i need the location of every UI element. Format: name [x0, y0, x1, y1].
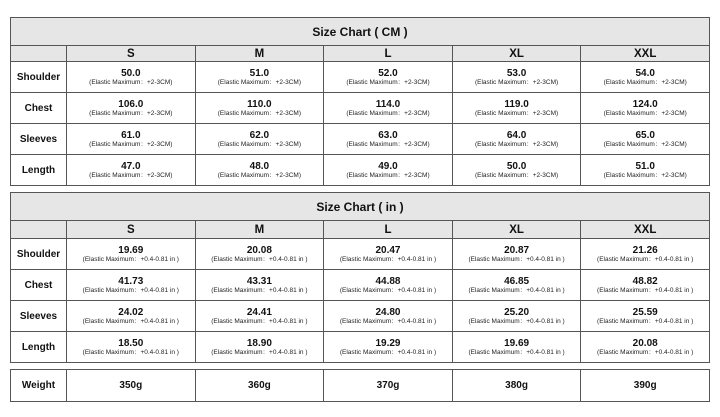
elastic-note: (Elastic Maximum：+2-3CM): [474, 140, 559, 148]
weight-value: 370g: [324, 370, 453, 402]
elastic-note: (Elastic Maximum：+2-3CM): [603, 109, 687, 117]
elastic-note: (Elastic Maximum：+0.4-0.81 in ): [468, 348, 565, 356]
measurement-value: 48.82: [632, 275, 658, 287]
measurement-cell: [581, 301, 710, 332]
elastic-note: (Elastic Maximum：+2-3CM): [346, 171, 430, 179]
elastic-note: (Elastic Maximum：+0.4-0.81 in ): [339, 317, 437, 325]
measurement-value: 24.41: [246, 306, 272, 318]
measurement-value: 106.0: [118, 98, 144, 110]
elastic-note: (Elastic Maximum：+0.4-0.81 in ): [211, 317, 308, 325]
elastic-note: (Elastic Maximum：+0.4-0.81 in ): [211, 255, 308, 263]
elastic-note: (Elastic Maximum：+2-3CM): [217, 78, 302, 86]
measurement-cell: [67, 124, 196, 155]
measurement-cell: [67, 270, 196, 301]
measurement-cell: [195, 332, 324, 363]
elastic-note: (Elastic Maximum：+2-3CM): [474, 78, 559, 86]
elastic-note: (Elastic Maximum：+0.4-0.81 in ): [82, 317, 179, 325]
measurement-value: 50.0: [506, 160, 527, 172]
size-header-l: L: [324, 221, 453, 239]
weight-table: [10, 369, 710, 402]
measurement-cell: [324, 239, 453, 270]
measurement-value: 53.0: [506, 67, 527, 79]
size-header-row: [11, 221, 710, 239]
measurement-cell: [195, 270, 324, 301]
measurement-cell: [67, 155, 196, 186]
measurement-value: 41.73: [118, 275, 144, 287]
measurement-row: [11, 239, 710, 270]
elastic-note: (Elastic Maximum：+2-3CM): [346, 78, 430, 86]
measurement-value: 54.0: [635, 67, 655, 79]
elastic-note: (Elastic Maximum：+0.4-0.81 in ): [339, 255, 437, 263]
measurement-cell: [581, 270, 710, 301]
weight-value: 380g: [452, 370, 581, 402]
measurement-cell: [195, 301, 324, 332]
row-label: Sleeves: [11, 301, 67, 332]
measurement-value: 47.0: [121, 160, 141, 172]
measurement-value: 25.59: [632, 306, 658, 318]
measurement-row: [11, 155, 710, 186]
size-header-s: S: [67, 46, 196, 62]
size-chart-in-title: Size Chart ( in ): [11, 193, 710, 221]
size-header-l: L: [324, 46, 453, 62]
elastic-note: (Elastic Maximum：+0.4-0.81 in ): [468, 286, 565, 294]
measurement-value: 49.0: [378, 160, 398, 172]
measurement-cell: [581, 332, 710, 363]
row-label: Sleeves: [11, 124, 67, 155]
row-label: Length: [11, 332, 67, 363]
size-header-s: S: [67, 221, 196, 239]
measurement-value: 62.0: [249, 129, 270, 141]
measurement-cell: [452, 301, 581, 332]
measurement-value: 19.29: [375, 337, 401, 349]
measurement-value: 18.90: [246, 337, 272, 349]
measurement-value: 20.87: [504, 244, 530, 256]
measurement-value: 24.80: [375, 306, 401, 318]
elastic-note: (Elastic Maximum：+2-3CM): [474, 109, 559, 117]
measurement-value: 124.0: [632, 98, 658, 110]
measurement-value: 114.0: [375, 98, 401, 110]
measurement-cell: [67, 332, 196, 363]
elastic-note: (Elastic Maximum：+0.4-0.81 in ): [82, 348, 179, 356]
elastic-note: (Elastic Maximum：+0.4-0.81 in ): [597, 286, 694, 294]
measurement-row: [11, 332, 710, 363]
measurement-value: 64.0: [506, 129, 527, 141]
corner-cell: [11, 221, 67, 239]
measurement-row: [11, 124, 710, 155]
measurement-cell: [581, 155, 710, 186]
measurement-cell: [195, 155, 324, 186]
size-header-row: [11, 46, 710, 62]
size-chart-cm-title: Size Chart ( CM ): [11, 18, 710, 46]
measurement-value: 50.0: [121, 67, 141, 79]
elastic-note: (Elastic Maximum：+0.4-0.81 in ): [468, 317, 565, 325]
elastic-note: (Elastic Maximum：+2-3CM): [346, 140, 430, 148]
measurement-row: [11, 301, 710, 332]
elastic-note: (Elastic Maximum：+0.4-0.81 in ): [339, 286, 437, 294]
measurement-cell: [581, 124, 710, 155]
measurement-cell: [324, 155, 453, 186]
measurement-cell: [452, 155, 581, 186]
weight-value: 390g: [581, 370, 710, 402]
measurement-row: [11, 62, 710, 93]
measurement-cell: [581, 239, 710, 270]
corner-cell: [11, 46, 67, 62]
measurement-value: 25.20: [504, 306, 530, 318]
elastic-note: (Elastic Maximum：+2-3CM): [89, 140, 173, 148]
elastic-note: (Elastic Maximum：+2-3CM): [603, 171, 687, 179]
size-header-m: M: [195, 221, 324, 239]
size-header-m: M: [195, 46, 324, 62]
measurement-cell: [452, 270, 581, 301]
measurement-value: 43.31: [246, 275, 272, 287]
elastic-note: (Elastic Maximum：+2-3CM): [217, 171, 302, 179]
measurement-cell: [324, 93, 453, 124]
row-label: Chest: [11, 270, 67, 301]
elastic-note: (Elastic Maximum：+2-3CM): [217, 140, 302, 148]
elastic-note: (Elastic Maximum：+2-3CM): [89, 171, 173, 179]
elastic-note: (Elastic Maximum：+2-3CM): [603, 78, 687, 86]
measurement-cell: [452, 62, 581, 93]
measurement-cell: [452, 93, 581, 124]
elastic-note: (Elastic Maximum：+2-3CM): [474, 171, 559, 179]
weight-value: 360g: [195, 370, 324, 402]
measurement-cell: [452, 332, 581, 363]
measurement-value: 20.08: [632, 337, 658, 349]
measurement-cell: [324, 332, 453, 363]
weight-row: [11, 370, 710, 402]
measurement-cell: [67, 93, 196, 124]
measurement-value: 19.69: [118, 244, 144, 256]
measurement-value: 61.0: [121, 129, 141, 141]
row-label: Shoulder: [11, 239, 67, 270]
measurement-value: 119.0: [504, 98, 529, 110]
elastic-note: (Elastic Maximum：+2-3CM): [217, 109, 302, 117]
measurement-cell: [195, 239, 324, 270]
elastic-note: (Elastic Maximum：+2-3CM): [346, 109, 430, 117]
weight-value: 350g: [67, 370, 196, 402]
measurement-value: 63.0: [378, 129, 398, 141]
measurement-value: 18.50: [118, 337, 144, 349]
measurement-cell: [452, 124, 581, 155]
size-chart-cm: [10, 17, 710, 186]
measurement-cell: [581, 62, 710, 93]
measurement-value: 21.26: [632, 244, 658, 256]
measurement-value: 48.0: [249, 160, 270, 172]
measurement-value: 44.88: [375, 275, 401, 287]
elastic-note: (Elastic Maximum：+0.4-0.81 in ): [82, 286, 179, 294]
measurement-cell: [581, 93, 710, 124]
size-header-xl: XL: [452, 46, 581, 62]
measurement-cell: [324, 270, 453, 301]
measurement-cell: [324, 62, 453, 93]
measurement-cell: [67, 62, 196, 93]
elastic-note: (Elastic Maximum：+2-3CM): [89, 109, 173, 117]
elastic-note: (Elastic Maximum：+0.4-0.81 in ): [597, 255, 694, 263]
measurement-value: 51.0: [249, 67, 270, 79]
size-header-xxl: XXL: [581, 221, 710, 239]
measurement-value: 110.0: [247, 98, 272, 110]
measurement-cell: [67, 239, 196, 270]
elastic-note: (Elastic Maximum：+0.4-0.81 in ): [597, 317, 694, 325]
measurement-cell: [195, 93, 324, 124]
measurement-cell: [324, 124, 453, 155]
row-label: Shoulder: [11, 62, 67, 93]
measurement-cell: [452, 239, 581, 270]
elastic-note: (Elastic Maximum：+0.4-0.81 in ): [211, 348, 308, 356]
measurement-value: 51.0: [635, 160, 655, 172]
row-label: Length: [11, 155, 67, 186]
measurement-value: 20.47: [375, 244, 401, 256]
weight-label: Weight: [11, 370, 67, 402]
size-header-xl: XL: [452, 221, 581, 239]
elastic-note: (Elastic Maximum：+0.4-0.81 in ): [339, 348, 437, 356]
measurement-value: 46.85: [504, 275, 530, 287]
measurement-cell: [195, 124, 324, 155]
measurement-row: [11, 270, 710, 301]
measurement-value: 52.0: [378, 67, 398, 79]
size-chart-in: [10, 192, 710, 363]
measurement-value: 20.08: [246, 244, 272, 256]
size-chart-in-body: [11, 239, 710, 363]
measurement-cell: [324, 301, 453, 332]
measurement-value: 24.02: [118, 306, 144, 318]
elastic-note: (Elastic Maximum：+0.4-0.81 in ): [597, 348, 694, 356]
row-label: Chest: [11, 93, 67, 124]
elastic-note: (Elastic Maximum：+2-3CM): [603, 140, 687, 148]
measurement-cell: [195, 62, 324, 93]
size-header-xxl: XXL: [581, 46, 710, 62]
elastic-note: (Elastic Maximum：+2-3CM): [89, 78, 173, 86]
measurement-cell: [67, 301, 196, 332]
measurement-value: 65.0: [635, 129, 655, 141]
elastic-note: (Elastic Maximum：+0.4-0.81 in ): [211, 286, 308, 294]
size-chart-cm-body: [11, 62, 710, 186]
measurement-value: 19.69: [504, 337, 530, 349]
measurement-row: [11, 93, 710, 124]
elastic-note: (Elastic Maximum：+0.4-0.81 in ): [468, 255, 565, 263]
elastic-note: (Elastic Maximum：+0.4-0.81 in ): [82, 255, 179, 263]
